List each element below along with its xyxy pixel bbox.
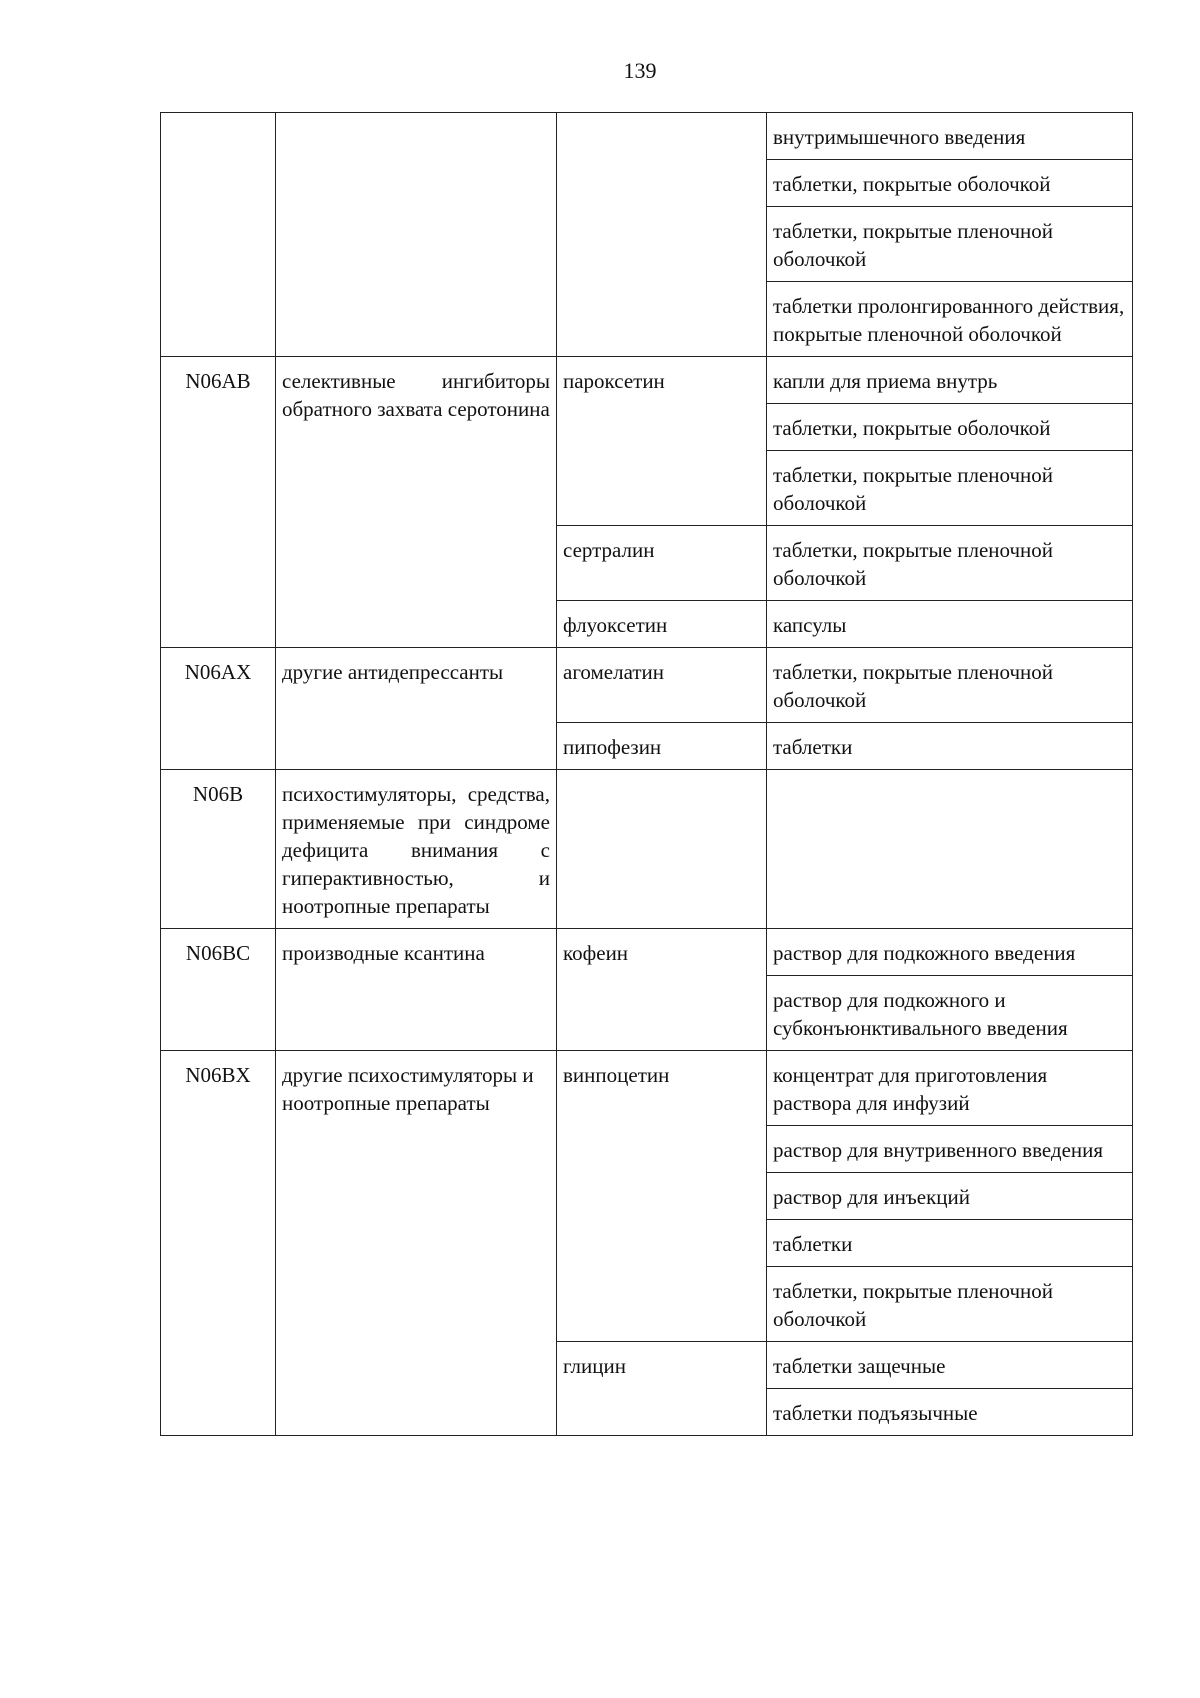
dosage-form-cell: капли для приема внутрь — [767, 357, 1133, 404]
drug-cell — [557, 770, 767, 929]
dosage-form-cell: таблетки — [767, 723, 1133, 770]
dosage-form-cell: таблетки — [767, 1220, 1133, 1267]
dosage-form-cell: внутримышечного введения — [767, 113, 1133, 160]
dosage-form-cell: таблетки, покрытые пленочной оболочкой — [767, 207, 1133, 282]
dosage-form-cell: таблетки пролонгированного действия, покрытые пленочной оболочкой — [767, 282, 1133, 357]
group-cell — [276, 113, 557, 357]
table-row — [161, 929, 1133, 976]
atc-code-cell: N06BX — [161, 1051, 276, 1436]
drug-cell: глицин — [557, 1342, 767, 1436]
dosage-form-cell: таблетки, покрытые пленочной оболочкой — [767, 648, 1133, 723]
group-cell: психостимуляторы, средства, применяемые при синдроме дефицита внимания с гиперактивностью, и ноотропные препараты — [276, 770, 557, 929]
dosage-form-cell: капсулы — [767, 601, 1133, 648]
dosage-form-cell: таблетки, покрытые пленочной оболочкой — [767, 1267, 1133, 1342]
page-number: 139 — [623, 58, 657, 83]
table-row — [161, 357, 1133, 404]
group-cell: другие антидепрессанты — [276, 648, 557, 770]
dosage-form-cell: концентрат для приготовления раствора для инфузий — [767, 1051, 1133, 1126]
dosage-form-cell — [767, 770, 1133, 929]
drug-cell: сертралин — [557, 526, 767, 601]
drug-cell: винпоцетин — [557, 1051, 767, 1342]
atc-code-cell — [161, 113, 276, 357]
dosage-form-cell: таблетки защечные — [767, 1342, 1133, 1389]
dosage-form-cell: таблетки, покрытые оболочкой — [767, 160, 1133, 207]
table-row — [161, 770, 1133, 929]
dosage-form-cell: раствор для подкожного введения — [767, 929, 1133, 976]
table-row — [161, 1051, 1133, 1126]
drug-cell — [557, 113, 767, 357]
dosage-form-cell: таблетки, покрытые пленочной оболочкой — [767, 526, 1133, 601]
dosage-form-cell: раствор для внутривенного введения — [767, 1126, 1133, 1173]
atc-code-cell: N06AX — [161, 648, 276, 770]
dosage-form-cell: таблетки, покрытые пленочной оболочкой — [767, 451, 1133, 526]
drug-cell: кофеин — [557, 929, 767, 1051]
medication-table — [160, 112, 1133, 1436]
table-row — [161, 113, 1133, 160]
table-row — [161, 648, 1133, 723]
group-cell: другие психостимуляторы и ноотропные препараты — [276, 1051, 557, 1436]
drug-cell: флуоксетин — [557, 601, 767, 648]
drug-cell: пипофезин — [557, 723, 767, 770]
atc-code-cell: N06B — [161, 770, 276, 929]
group-cell: производные ксантина — [276, 929, 557, 1051]
drug-cell: пароксетин — [557, 357, 767, 526]
dosage-form-cell: таблетки подъязычные — [767, 1389, 1133, 1436]
dosage-form-cell: таблетки, покрытые оболочкой — [767, 404, 1133, 451]
group-cell: селективные ингибиторы обратного захвата серотонина — [276, 357, 557, 648]
dosage-form-cell: раствор для подкожного и субконъюнктивального введения — [767, 976, 1133, 1051]
drug-cell: агомелатин — [557, 648, 767, 723]
atc-code-cell: N06BC — [161, 929, 276, 1051]
dosage-form-cell: раствор для инъекций — [767, 1173, 1133, 1220]
atc-code-cell: N06AB — [161, 357, 276, 648]
